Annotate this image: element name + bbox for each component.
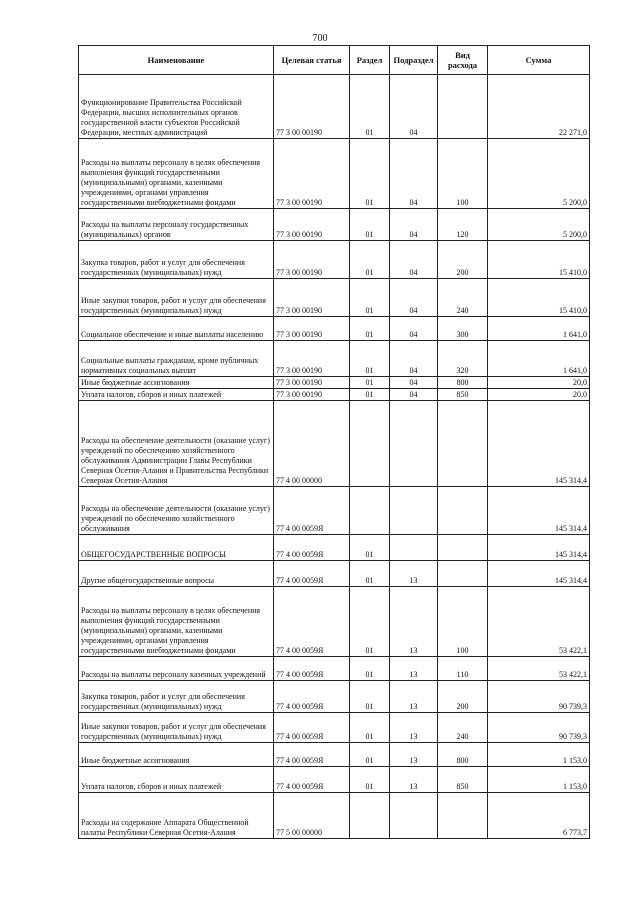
row-type: 850 (438, 389, 488, 401)
row-amount: 145 314,4 (488, 401, 590, 487)
row-section: 01 (350, 139, 390, 209)
row-subsection: 04 (390, 75, 438, 139)
row-subsection: 13 (390, 587, 438, 657)
table-row (79, 401, 590, 487)
row-subsection (390, 535, 438, 561)
row-name (79, 75, 274, 139)
row-name-text: Иные закупки товаров, работ и услуг для обеспечения государственных (муниципальных) нужд (81, 722, 266, 741)
row-code: 77 4 00 0059Я (274, 767, 350, 793)
header-code: Целевая статья (274, 46, 350, 75)
row-subsection (390, 401, 438, 487)
row-amount: 53 422,1 (488, 657, 590, 681)
row-subsection: 04 (390, 389, 438, 401)
row-name (79, 139, 274, 209)
row-name (79, 561, 274, 587)
row-name (79, 767, 274, 793)
row-name-text: Расходы на обеспечение деятельности (оказание услуг) учреждений по обеспечению хозяйственного обслуживания (81, 504, 270, 533)
row-section: 01 (350, 561, 390, 587)
table-row (79, 561, 590, 587)
row-type (438, 535, 488, 561)
row-name-text: Другие общегосударственные вопросы (81, 576, 215, 585)
row-code: 77 4 00 0059Я (274, 681, 350, 713)
row-amount: 145 314,4 (488, 561, 590, 587)
row-section: 01 (350, 341, 390, 377)
row-amount: 90 739,3 (488, 713, 590, 743)
row-section: 01 (350, 657, 390, 681)
row-section: 01 (350, 767, 390, 793)
row-amount: 53 422,1 (488, 587, 590, 657)
row-code: 77 4 00 0059Я (274, 587, 350, 657)
row-code: 77 4 00 0059Я (274, 713, 350, 743)
row-amount: 90 739,3 (488, 681, 590, 713)
row-name-text: Иные бюджетные ассигнования (81, 756, 190, 765)
header-section: Раздел (350, 46, 390, 75)
row-amount: 22 271,0 (488, 75, 590, 139)
row-name-text: Уплата налогов, сборов и иных платежей (81, 782, 222, 791)
row-section: 01 (350, 389, 390, 401)
table-row (79, 209, 590, 241)
row-code: 77 4 00 0059Я (274, 743, 350, 767)
row-section (350, 793, 390, 839)
table-row (79, 389, 590, 401)
row-subsection: 13 (390, 681, 438, 713)
row-amount: 5 200,0 (488, 139, 590, 209)
row-subsection: 13 (390, 743, 438, 767)
table-row (79, 139, 590, 209)
row-section: 01 (350, 279, 390, 317)
row-name-text: Расходы на выплаты персоналу в целях обеспечения выполнения функций государственными (муниципальными) органами, казенными учреждениями, органами управления государственными внебюджетными фондами (81, 158, 261, 207)
row-name-text: Закупка товаров, работ и услуг для обеспечения государственных (муниципальных) нужд (81, 692, 245, 711)
table-row (79, 279, 590, 317)
row-name (79, 279, 274, 317)
row-type: 100 (438, 139, 488, 209)
row-name (79, 743, 274, 767)
row-subsection (390, 793, 438, 839)
header-amount: Сумма (488, 46, 590, 75)
row-type: 300 (438, 317, 488, 341)
row-section: 01 (350, 713, 390, 743)
table-row (79, 241, 590, 279)
row-subsection: 13 (390, 561, 438, 587)
table-row (79, 767, 590, 793)
row-subsection: 04 (390, 279, 438, 317)
row-subsection: 04 (390, 241, 438, 279)
row-name-text: Закупка товаров, работ и услуг для обеспечения государственных (муниципальных) нужд (81, 258, 245, 277)
row-amount: 1 641,0 (488, 317, 590, 341)
row-type (438, 401, 488, 487)
row-subsection: 13 (390, 657, 438, 681)
budget-table (78, 45, 590, 839)
row-type: 100 (438, 587, 488, 657)
table-row (79, 657, 590, 681)
row-name (79, 241, 274, 279)
row-name (79, 587, 274, 657)
row-type: 240 (438, 713, 488, 743)
row-code: 77 3 00 00190 (274, 377, 350, 389)
row-name (79, 401, 274, 487)
row-code: 77 3 00 00190 (274, 341, 350, 377)
table-header (79, 46, 590, 75)
row-subsection: 04 (390, 341, 438, 377)
row-section (350, 401, 390, 487)
row-section (350, 487, 390, 535)
row-type: 800 (438, 377, 488, 389)
header-subsection: Подраздел (390, 46, 438, 75)
row-amount: 145 314,4 (488, 487, 590, 535)
table-body (79, 75, 590, 839)
row-subsection (390, 487, 438, 535)
table-row (79, 587, 590, 657)
row-section: 01 (350, 75, 390, 139)
row-name-text: Расходы на выплаты персоналу государственных (муниципальных) органов (81, 220, 249, 239)
row-amount: 5 200,0 (488, 209, 590, 241)
row-type: 240 (438, 279, 488, 317)
row-section: 01 (350, 377, 390, 389)
row-code: 77 4 00 00000 (274, 401, 350, 487)
row-type: 800 (438, 743, 488, 767)
table-row (79, 377, 590, 389)
row-subsection: 04 (390, 377, 438, 389)
row-name-text: Расходы на обеспечение деятельности (оказание услуг) учреждений по обеспечению хозяйственного обслуживания Администрации Главы Республики Северная Осетия-Алания и Правительства Республики Северная Осетия-Алания (81, 436, 270, 485)
row-amount: 1 641,0 (488, 341, 590, 377)
row-type: 320 (438, 341, 488, 377)
row-subsection: 04 (390, 139, 438, 209)
row-amount: 15 410,0 (488, 241, 590, 279)
row-name (79, 317, 274, 341)
row-code: 77 3 00 00190 (274, 389, 350, 401)
row-section: 01 (350, 209, 390, 241)
row-name (79, 389, 274, 401)
row-amount: 20,0 (488, 389, 590, 401)
row-subsection: 04 (390, 209, 438, 241)
row-name-text: Социальные выплаты гражданам, кроме публичных нормативных социальных выплат (81, 356, 259, 375)
row-name (79, 713, 274, 743)
row-section: 01 (350, 241, 390, 279)
row-code: 77 3 00 00190 (274, 139, 350, 209)
row-name-text: Функционирование Правительства Российской Федерации, высших исполнительных органов государственной власти субъектов Российской Федерации, местных администраций (81, 98, 242, 137)
table-row (79, 743, 590, 767)
row-name-text: Уплата налогов, сборов и иных платежей (81, 390, 222, 399)
row-type: 200 (438, 681, 488, 713)
row-code: 77 3 00 00190 (274, 209, 350, 241)
table-row (79, 535, 590, 561)
row-type (438, 487, 488, 535)
row-name (79, 487, 274, 535)
row-amount: 15 410,0 (488, 279, 590, 317)
row-section: 01 (350, 317, 390, 341)
header-type: Вид расхода (438, 46, 488, 75)
table-row (79, 487, 590, 535)
row-name (79, 209, 274, 241)
row-name (79, 377, 274, 389)
row-code: 77 4 00 0059Я (274, 657, 350, 681)
row-name (79, 657, 274, 681)
row-name (79, 341, 274, 377)
page-number: 700 (312, 33, 328, 44)
table-row (79, 713, 590, 743)
header-name: Наименование (79, 46, 274, 75)
row-name-text: Расходы на выплаты персоналу в целях обеспечения выполнения функций государственными (муниципальными) органами, казенными учреждениями, органами управления государственными внебюджетными фондами (81, 606, 261, 655)
row-name-text: Иные закупки товаров, работ и услуг для обеспечения государственных (муниципальных) нужд (81, 296, 266, 315)
row-code: 77 3 00 00190 (274, 317, 350, 341)
table-row (79, 341, 590, 377)
row-subsection: 04 (390, 317, 438, 341)
row-name (79, 535, 274, 561)
row-type: 110 (438, 657, 488, 681)
row-type: 850 (438, 767, 488, 793)
row-amount: 6 773,7 (488, 793, 590, 839)
row-name-text: Социальное обеспечение и иные выплаты населению (81, 330, 264, 339)
table-row (79, 75, 590, 139)
row-name-text: ОБЩЕГОСУДАРСТВЕННЫЕ ВОПРОСЫ (81, 550, 226, 559)
row-type (438, 75, 488, 139)
row-name (79, 793, 274, 839)
row-code: 77 3 00 00190 (274, 75, 350, 139)
row-type: 200 (438, 241, 488, 279)
row-code: 77 4 00 0059Я (274, 535, 350, 561)
row-subsection: 13 (390, 713, 438, 743)
row-name (79, 681, 274, 713)
row-code: 77 3 00 00190 (274, 279, 350, 317)
row-section: 01 (350, 743, 390, 767)
row-name-text: Расходы на выплаты персоналу казенных учреждений (81, 670, 266, 679)
row-code: 77 3 00 00190 (274, 241, 350, 279)
row-code: 77 4 00 0059Я (274, 561, 350, 587)
row-type (438, 561, 488, 587)
table-row (79, 317, 590, 341)
row-type (438, 793, 488, 839)
row-amount: 1 153,0 (488, 767, 590, 793)
row-code: 77 5 00 00000 (274, 793, 350, 839)
row-section: 01 (350, 681, 390, 713)
row-amount: 20,0 (488, 377, 590, 389)
row-section: 01 (350, 535, 390, 561)
header-row (79, 46, 590, 75)
row-name-text: Расходы на содержание Аппарата Общественной палаты Республики Северная Осетия-Алания (81, 818, 249, 837)
row-name-text: Иные бюджетные ассигнования (81, 378, 190, 387)
table-row (79, 793, 590, 839)
table-row (79, 681, 590, 713)
row-section: 01 (350, 587, 390, 657)
row-subsection: 13 (390, 767, 438, 793)
row-amount: 1 153,0 (488, 743, 590, 767)
row-amount: 145 314,4 (488, 535, 590, 561)
row-type: 120 (438, 209, 488, 241)
row-code: 77 4 00 0059Я (274, 487, 350, 535)
